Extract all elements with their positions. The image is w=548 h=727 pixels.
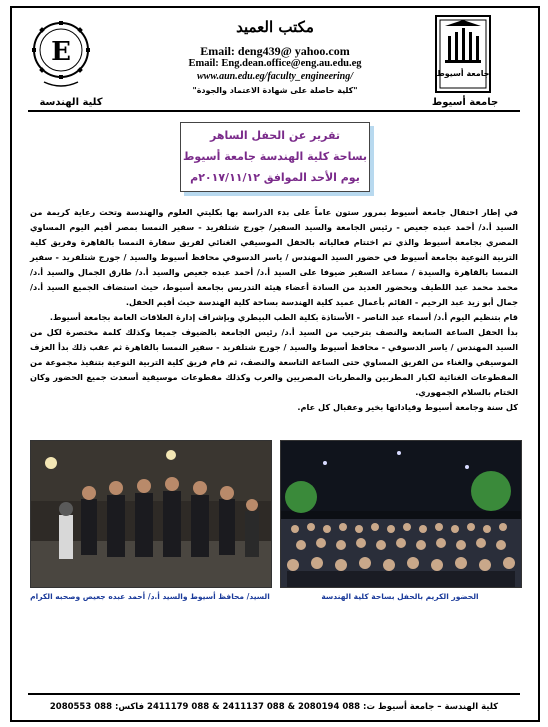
report-body	[30, 205, 518, 415]
paragraph-intro: في إطار احتفال جامعة أسيوط بمرور ستون عاماً على بدء الدراسة بها بكليتي العلوم والهندسة وتحت رعاية كريمة من السيد أ.د/ أحمد عبده جعيص - رئيس الجامعة والسيد السفير/ جورج شتلفريد - سفير النمسا بمصر أقيم اليوم المساوي المصري بجامعة أسيوط والذي تم اختتام فعالياته بالحفل الموسيقي الغنائي لفريق سفارة النمسا بالقاهرة وفريق كلية التربية النوعية بجامعة أسيوط في حضور السيد المهندس / ياسر الدسوقي محافظ أسيوط والسيد / جورج شتلفريد - سفير النمسا بالقاهرة والسيدة / مساعد السفير ضيوفا على السيد أ.د/ أحمد عبده جعيص والسيد أ.د/ طارق الجمال والسيد أ.د/ محمد محمد عبد اللطيف وبحضور العديد من السادة أعضاء هيئة التدريس بجامعة أسيوط، حيث استضاف الجميع السيد أ.د/ جمال أبو زيد عبد الرحيم - القائم بأعمال عميد كلية الهندسة بساحة كلية الهندسة حيث أقيم الحفل.	[30, 207, 518, 307]
photo-officials	[30, 440, 272, 588]
caption-officials: السيد/ محافظ أسيوط والسيد أ.د/ أحمد عبده جعيص وصحبه الكرام	[30, 592, 270, 601]
report-title-box	[180, 122, 370, 192]
title-line-2: بساحة كلية الهندسة جامعة أسيوط	[182, 150, 368, 163]
university-name: جامعة أسيوط	[431, 97, 499, 108]
paragraph-closing: كل سنة وجامعة أسيوط وقياداتها بخير وعقبال كل عام.	[297, 402, 518, 412]
footer-divider	[28, 693, 520, 695]
caption-audience: الحضور الكريم بالحفل بساحة كلية الهندسة	[321, 592, 479, 601]
footer-contact: كلية الهندسة – جامعة أسيوط ت: 088 2080194 & 088 2411137 & 088 2411179 فاكس: 088 2080553	[49, 702, 499, 712]
paragraph-program: بدأ الحفل الساعة السابعة والنصف بترحيب من السيد أ.د/ رئيس الجامعة بالضيوف جميعا وكذلك كلمة مختصرة لكل من السيد المهندس / ياسر الدسوقي - محافظ أسيوط والسيد / جورج شتلفريد - سفير النمسا بالقاهرة ثم عقب ذلك بدأ العزف الموسيقي والغناء من الفريق المساوي حتى الساعة التاسعة والنصف، ثم قام فريق كلية التربية النوعية بتنفيذ مجموعة من المقطوعات الغنائية لكبار المطربين والمطربات المصريين والعرب وكذلك مقطوعات موسيقية أسعدت جميع الحضور وكان الختام بالسلام الجمهوري.	[30, 327, 518, 397]
faculty-name: كلية الهندسة	[39, 97, 103, 108]
svg-text:E: E	[51, 37, 71, 67]
faculty-logo-icon	[30, 18, 92, 90]
dean-office-title: مكتب العميد	[236, 18, 314, 36]
photo-audience	[280, 440, 522, 588]
header-divider	[28, 110, 520, 112]
email-secondary[interactable]: Email: Eng.dean.office@eng.au.edu.eg	[188, 58, 362, 69]
university-logo-icon	[434, 14, 492, 94]
title-line-1: تقرير عن الحفل الساهر	[209, 129, 341, 142]
title-line-3: يوم الأحد الموافق ٢٠١٧/١١/١٢م	[190, 171, 360, 184]
logo-caption: جامعة أسيوط	[436, 69, 490, 78]
accreditation-note: "كلية حاصلة على شهادة الاعتماد والجودة"	[192, 86, 358, 95]
email-primary[interactable]: Email: deng439@ yahoo.com	[200, 44, 350, 58]
website-link[interactable]: www.aun.edu.eg/faculty_engineering/	[196, 71, 354, 82]
paragraph-organizer: قام بتنظيم اليوم أ.د/ أسماء عبد الناصر - الأستاذة بكلية الطب البيطري وبإشراف إدارة العلاقات العامة بجامعة أسيوط.	[49, 312, 518, 322]
